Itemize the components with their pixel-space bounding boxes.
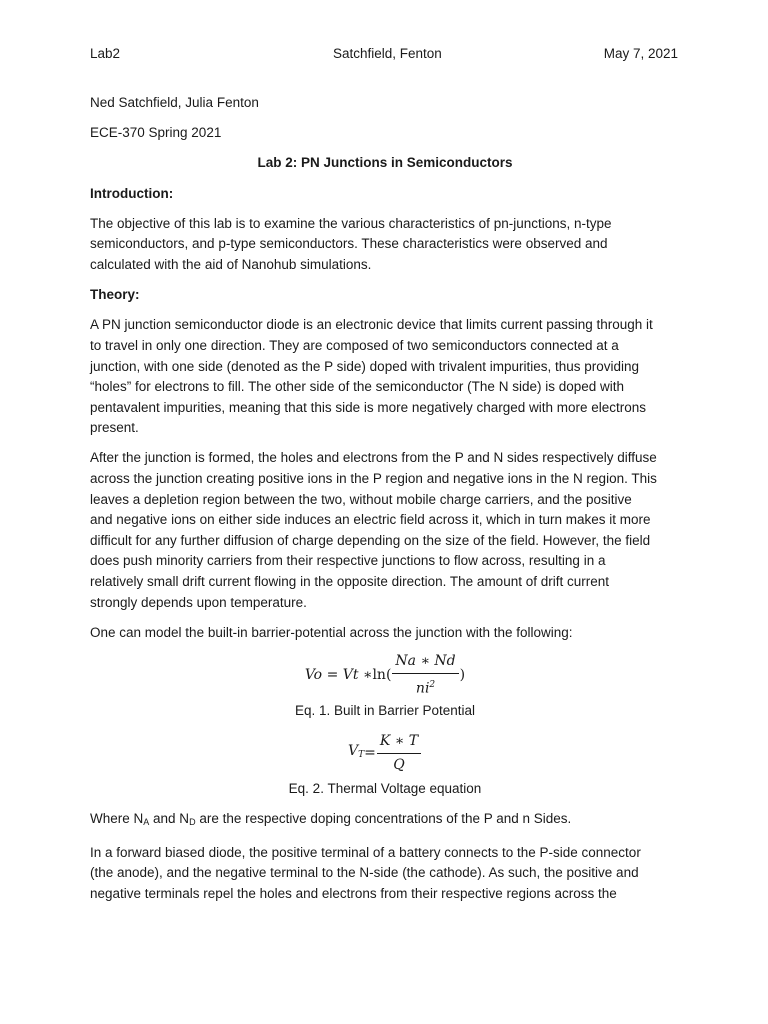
theory-paragraph-1 — [90, 315, 680, 439]
header-authors: Satchfield, Fenton — [333, 46, 442, 61]
theory-paragraph-5 — [90, 843, 680, 905]
text-line: relatively small drift current flowing in the opposite direction. The amount of drift current — [90, 574, 609, 590]
text-line: “holes” for electrons to fill. The other side of the semiconductor (The N side) is doped with — [90, 379, 625, 395]
eq2-lhs-subscript: T — [358, 749, 365, 760]
text-line: After the junction is formed, the holes and electrons from the P and N sides respectively diffuse — [90, 450, 657, 466]
text-line: negative terminals repel the holes and electrons from their respective regions across the — [90, 885, 617, 901]
document-body — [90, 93, 680, 914]
eq1-ln: ln — [372, 666, 386, 683]
eq1-denominator-base: ni — [415, 680, 430, 697]
text-line: calculated with the aid of Nanohub simulations. — [90, 256, 372, 272]
eq1-close-paren: ) — [459, 666, 466, 683]
eq1-open-paren: ( — [385, 666, 392, 683]
text-line: difficult for any further diffusion of charge depending on the size of the field. However, the field — [90, 532, 651, 548]
page-header — [90, 46, 678, 66]
para4-pre: Where N — [90, 811, 144, 827]
text-line: to travel in only one direction. They are composed of two semiconductors connected at a — [90, 337, 619, 353]
theory-paragraph-2 — [90, 448, 680, 613]
text-line: (the anode), and the negative terminal to the N-side (the cathode). As such, the positive and — [90, 865, 639, 881]
para4-subscript-d: D — [189, 817, 196, 828]
eq1-denominator-exponent: 2 — [429, 679, 436, 690]
eq2-denominator: Q — [393, 756, 405, 773]
text-line: In a forward biased diode, the positive terminal of a battery connects to the P-side connector — [90, 844, 641, 860]
course-name: ECE-370 Spring 2021 — [90, 125, 222, 141]
para4-post: are the respective doping concentrations of the P and n Sides. — [195, 811, 572, 827]
theory-paragraph-3: One can model the built-in barrier-potential across the junction with the following: — [90, 624, 573, 640]
equation-1-caption: Eq. 1. Built in Barrier Potential — [294, 703, 476, 718]
eq2-equals: = — [364, 744, 376, 761]
equation-barrier-potential — [90, 653, 680, 697]
header-lab-label: Lab2 — [90, 46, 121, 61]
eq2-lhs-base: V — [347, 742, 359, 759]
equation-thermal-voltage — [90, 731, 680, 775]
text-line: present. — [90, 420, 139, 436]
theory-heading: Theory: — [90, 287, 140, 303]
text-line: leaves a depletion region between the two, without mobile charge carriers, and the positive — [90, 491, 632, 507]
eq2-numerator: K ∗ T — [377, 731, 421, 754]
eq1-denominator — [413, 674, 438, 699]
introduction-paragraph — [90, 214, 680, 276]
text-line: A PN junction semiconductor diode is an electronic device that limits current passing through it — [90, 317, 653, 333]
text-line: across the junction creating positive ions in the P region and negative ions in the N region. This — [90, 471, 657, 487]
introduction-heading: Introduction: — [90, 185, 174, 201]
author-names: Ned Satchfield, Julia Fenton — [90, 95, 259, 110]
eq2-lhs — [348, 741, 364, 766]
para4-subscript-a: A — [143, 817, 150, 828]
eq1-fraction — [392, 651, 458, 699]
document-title: Lab 2: PN Junctions in Semiconductors — [257, 155, 513, 171]
text-line: The objective of this lab is to examine the various characteristics of pn-junctions, n-type — [90, 215, 612, 231]
text-line: does push minority carriers from their respective junctions to flow across, resulting in a — [90, 553, 606, 569]
header-date: May 7, 2021 — [603, 46, 678, 61]
para4-mid: and N — [149, 811, 190, 827]
text-line: pentavalent impurities, meaning that this side is more negatively charged with more electrons — [90, 399, 647, 415]
text-line: strongly depends upon temperature. — [90, 594, 307, 610]
eq1-lhs: Vo = Vt ∗ — [304, 666, 373, 683]
theory-paragraph-4 — [90, 809, 680, 833]
text-line: semiconductors, and p-type semiconductors. These characteristics were observed and — [90, 236, 608, 252]
text-line: junction, with one side (denoted as the P side) doped with trivalent impurities, thus providing — [90, 358, 640, 374]
text-line: and negative ions on either side induces an electric field across it, which in turn makes it more — [90, 512, 651, 528]
eq1-numerator: Na ∗ Nd — [392, 651, 458, 674]
equation-2-caption: Eq. 2. Thermal Voltage equation — [288, 781, 482, 797]
eq2-fraction — [377, 731, 421, 775]
